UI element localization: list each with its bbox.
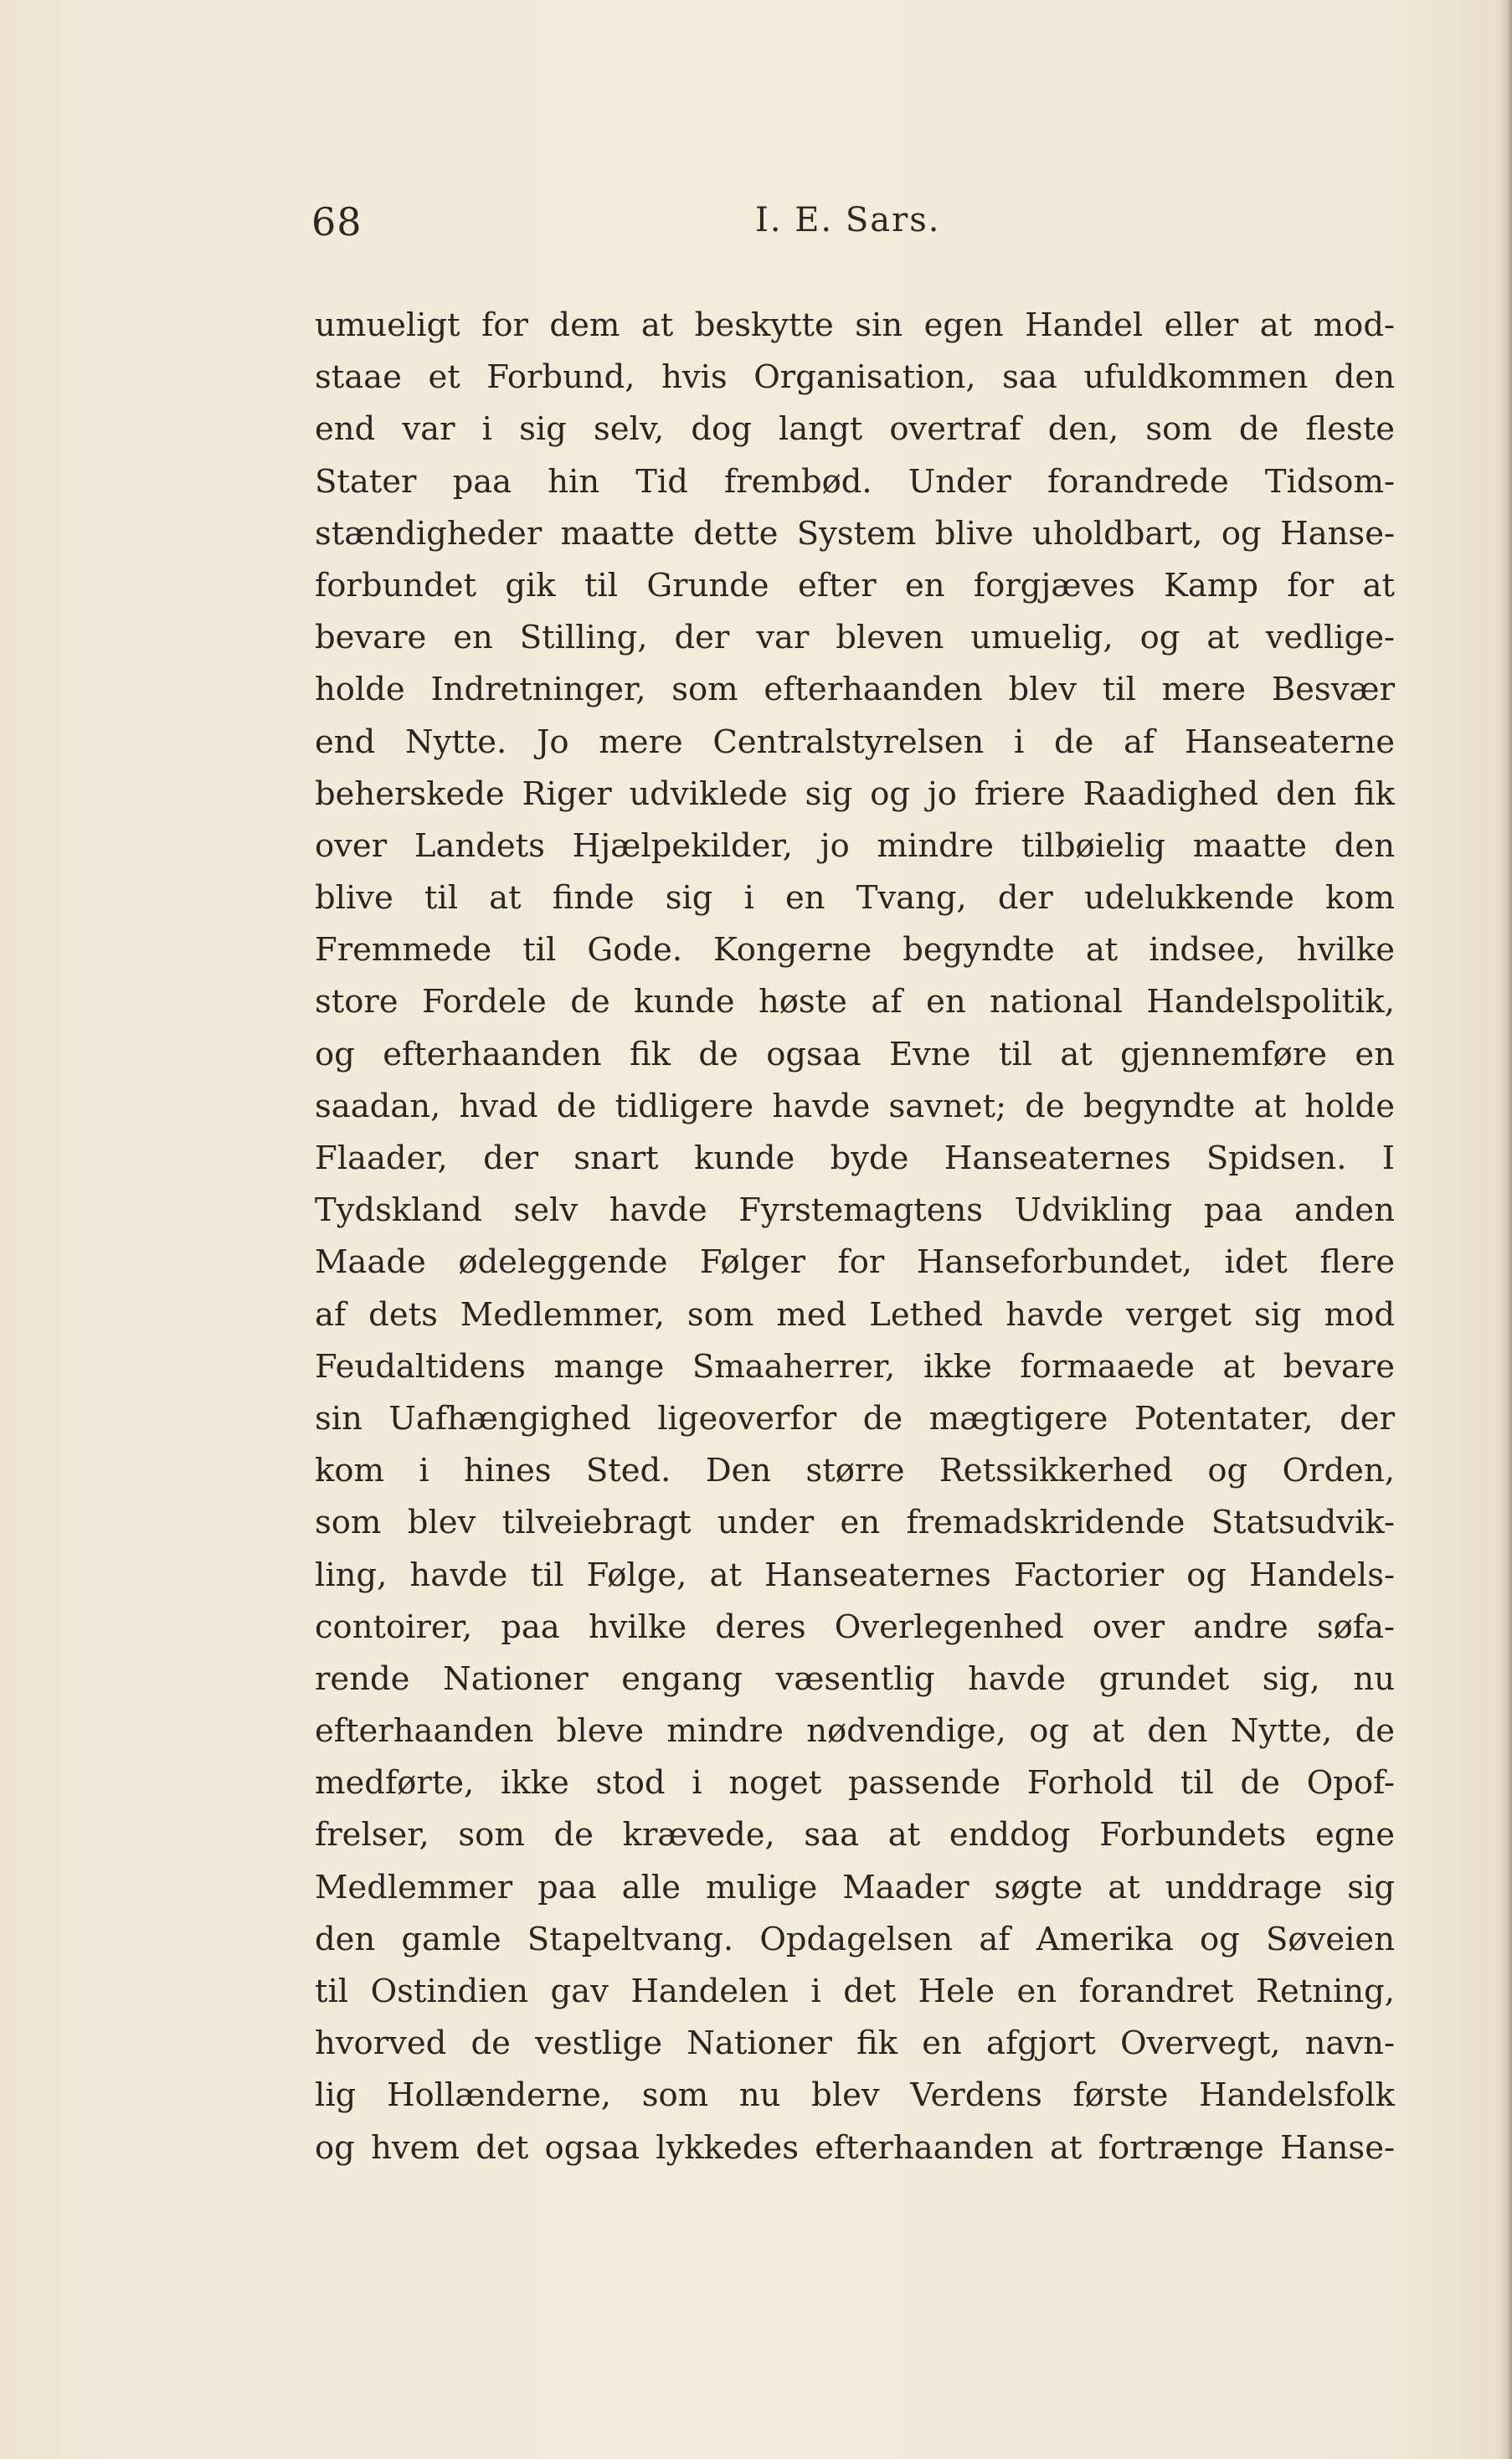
text-line: frelser, som de krævede, saa at enddog Forbundets egne xyxy=(315,1816,1395,1855)
text-line: blive til at finde sig i en Tvang, der udelukkende kom xyxy=(315,879,1395,918)
text-line: saadan, hvad de tidligere havde savnet; de begyndte at holde xyxy=(315,1087,1395,1125)
text-line: umueligt for dem at beskytte sin egen Handel eller at mod- xyxy=(315,306,1395,344)
page-number: 68 xyxy=(311,199,363,244)
text-line: kom i hines Sted. Den større Retssikkerhed og Orden, xyxy=(315,1452,1395,1490)
text-line: som blev tilveiebragt under en fremadskridende Statsudvik- xyxy=(315,1504,1395,1542)
text-line: Maade ødeleggende Følger for Hanseforbundet, idet flere xyxy=(315,1243,1395,1282)
text-line: end var i sig selv, dog langt overtraf den, som de fleste xyxy=(315,410,1395,449)
text-line: til Ostindien gav Handelen i det Hele en forandret Retning, xyxy=(315,1973,1395,2010)
page-edge-shadow xyxy=(1499,0,1512,2459)
text-line: lig Hollænderne, som nu blev Verdens første Handelsfolk xyxy=(315,2076,1395,2115)
text-line: og hvem det ogsaa lykkedes efterhaanden at fortrænge Hanse- xyxy=(315,2128,1395,2167)
text-line: staae et Forbund, hvis Organisation, saa ufuldkommen den xyxy=(315,358,1395,397)
body-text xyxy=(315,300,1395,2174)
text-line: Tydskland selv havde Fyrstemagtens Udvikling paa anden xyxy=(315,1191,1395,1230)
text-line: efterhaanden bleve mindre nødvendige, og at den Nytte, de xyxy=(315,1712,1395,1751)
text-line: over Landets Hjælpekilder, jo mindre tilbøielig maatte den xyxy=(315,826,1395,865)
text-line: forbundet gik til Grunde efter en forgjæves Kamp for at xyxy=(315,566,1395,604)
text-line: af dets Medlemmer, som med Lethed havde verget sig mod xyxy=(315,1295,1395,1334)
text-line: stændigheder maatte dette System blive uholdbart, og Hanse- xyxy=(315,514,1395,553)
text-line: og efterhaanden fik de ogsaa Evne til at gjennemføre en xyxy=(315,1035,1395,1073)
text-line: holde Indretninger, som efterhaanden blev til mere Besvær xyxy=(315,671,1395,709)
text-line: Stater paa hin Tid frembød. Under forandrede Tidsom- xyxy=(315,462,1395,501)
text-line: hvorved de vestlige Nationer fik en afgjort Overvegt, navn- xyxy=(315,2024,1395,2063)
text-line: end Nytte. Jo mere Centralstyrelsen i de af Hanseaterne xyxy=(315,723,1395,761)
running-head: I. E. Sars. xyxy=(755,201,941,239)
text-line: ling, havde til Følge, at Hanseaternes Factorier og Handels- xyxy=(315,1556,1395,1594)
text-line: store Fordele de kunde høste af en national Handelspolitik, xyxy=(315,983,1395,1021)
text-line: rende Nationer engang væsentlig havde grundet sig, nu xyxy=(315,1659,1395,1698)
text-line: beherskede Riger udviklede sig og jo friere Raadighed den fik xyxy=(315,774,1395,813)
text-line: contoirer, paa hvilke deres Overlegenhed over andre søfa- xyxy=(315,1608,1395,1646)
text-line: Medlemmer paa alle mulige Maader søgte at unddrage sig xyxy=(315,1868,1395,1906)
text-line: sin Uafhængighed ligeoverfor de mægtigere Potentater, der xyxy=(315,1399,1395,1438)
text-line: Fremmede til Gode. Kongerne begyndte at indsee, hvilke xyxy=(315,931,1395,970)
text-line: Feudaltidens mange Smaaherrer, ikke formaaede at bevare xyxy=(315,1347,1395,1386)
text-line: Flaader, der snart kunde byde Hanseaternes Spidsen. I xyxy=(315,1139,1395,1177)
text-line: medførte, ikke stod i noget passende Forhold til de Opof- xyxy=(315,1764,1395,1803)
text-line: den gamle Stapeltvang. Opdagelsen af Amerika og Søveien xyxy=(315,1920,1395,1958)
text-line: bevare en Stilling, der var bleven umuelig, og at vedlige- xyxy=(315,619,1395,657)
page-header xyxy=(311,199,1400,258)
